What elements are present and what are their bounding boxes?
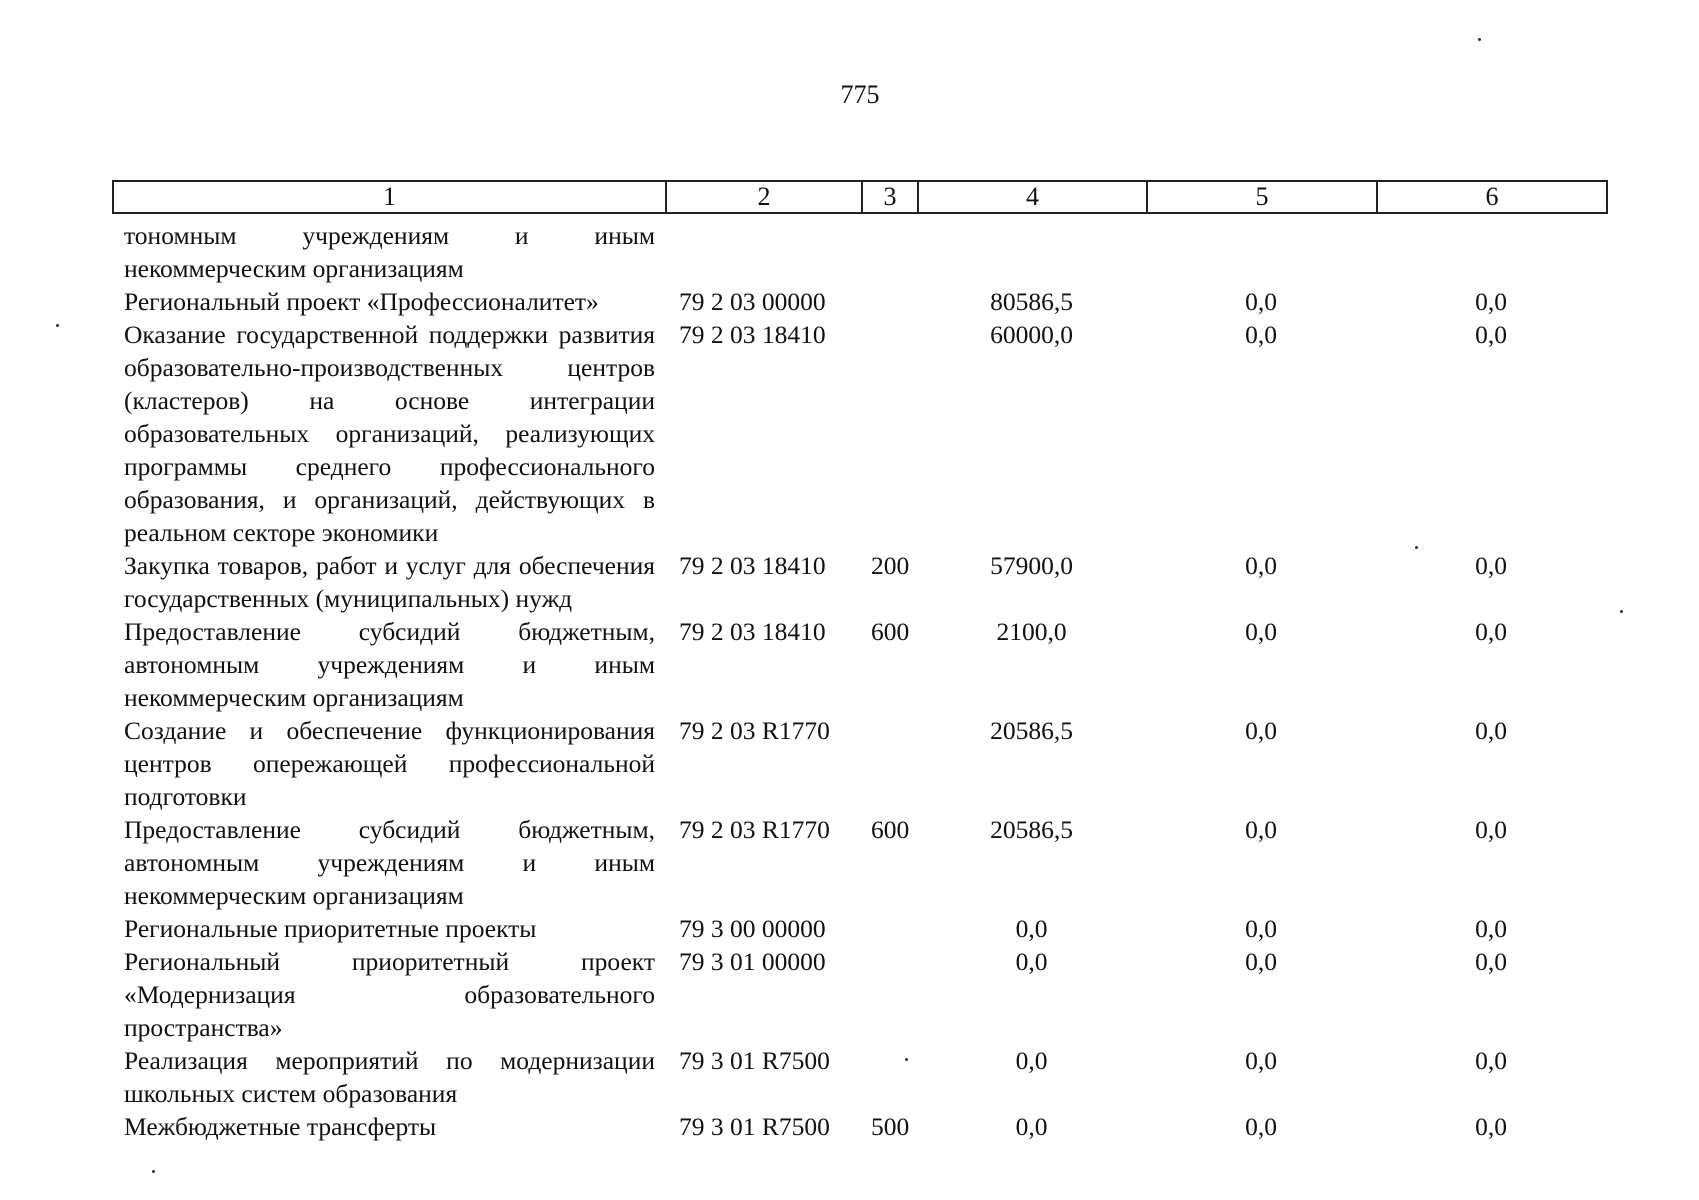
- cell-col4: 80586,5: [990, 287, 1073, 316]
- table-row: [112, 714, 1606, 813]
- cell-col4: [917, 219, 1146, 285]
- header-col-5: 5: [1147, 181, 1377, 213]
- cell-type: 200: [871, 551, 910, 580]
- cell-name: Региональный приоритетный проект «Модернизация образовательного пространства»: [124, 947, 655, 1042]
- cell-code: 79 3 01 R7500: [679, 1046, 830, 1075]
- cell-col5: 0,0: [1245, 320, 1277, 349]
- header-row: [113, 181, 1607, 213]
- cell-code: [665, 219, 861, 285]
- header-col-4: 4: [918, 181, 1147, 213]
- cell-col4: 60000,0: [990, 320, 1073, 349]
- cell-code: 79 2 03 R1770: [679, 815, 830, 844]
- cell-col5: [1146, 219, 1376, 285]
- scan-speck: [905, 1058, 908, 1061]
- table-row: [112, 318, 1606, 549]
- cell-name: Реализация мероприятий по модернизации школьных систем образования: [124, 1046, 655, 1108]
- cell-name: тономным учреждениям и иным некоммерческим организациям: [124, 221, 655, 283]
- scan-speck: [56, 324, 59, 327]
- table-row: [112, 549, 1606, 615]
- table-row: [112, 285, 1606, 318]
- cell-name: Оказание государственной поддержки развития образовательно-производственных центров (кластеров) на основе интеграции образовательных организаций, реализующих программы среднего профессионального образования, и организаций, действующих в реальном секторе экономики: [124, 320, 655, 547]
- cell-type: 500: [871, 1112, 910, 1141]
- cell-code: 79 3 01 00000: [679, 947, 826, 976]
- table-row: [112, 945, 1606, 1044]
- cell-name: Предоставление субсидий бюджетным, автономным учреждениям и иным некоммерческим организациям: [124, 617, 655, 712]
- cell-col5: 0,0: [1245, 914, 1277, 943]
- cell-col4: 2100,0: [996, 617, 1067, 646]
- cell-col6: 0,0: [1475, 1046, 1507, 1075]
- cell-code: 79 2 03 00000: [679, 287, 826, 316]
- cell-name: Создание и обеспечение функционирования центров опережающей профессиональной подготовки: [124, 716, 655, 811]
- table-row: [112, 912, 1606, 945]
- cell-type: [861, 714, 917, 813]
- cell-type: [861, 912, 917, 945]
- header-col-1: 1: [113, 181, 666, 213]
- cell-code: 79 2 03 18410: [679, 320, 826, 349]
- cell-col6: 0,0: [1475, 617, 1507, 646]
- cell-col5: 0,0: [1245, 551, 1277, 580]
- cell-col6: 0,0: [1475, 551, 1507, 580]
- cell-col5: 0,0: [1245, 716, 1277, 745]
- cell-col5: 0,0: [1245, 617, 1277, 646]
- cell-type: 600: [871, 815, 910, 844]
- table-row: [112, 219, 1606, 285]
- cell-col4: 20586,5: [990, 716, 1073, 745]
- cell-col6: 0,0: [1475, 947, 1507, 976]
- cell-code: 79 3 01 R7500: [679, 1112, 830, 1141]
- cell-code: 79 3 00 00000: [679, 914, 826, 943]
- cell-col6: 0,0: [1475, 320, 1507, 349]
- cell-name: Закупка товаров, работ и услуг для обеспечения государственных (муниципальных) нужд: [124, 551, 655, 613]
- cell-type: [861, 1044, 917, 1110]
- cell-code: 79 2 03 18410: [679, 617, 826, 646]
- page-number: 775: [840, 80, 880, 109]
- cell-type: 600: [871, 617, 910, 646]
- cell-col4: 0,0: [1015, 1112, 1048, 1141]
- table-body: [112, 219, 1606, 1143]
- table-header: [112, 180, 1608, 214]
- cell-col6: 0,0: [1475, 287, 1507, 316]
- scan-speck: [1478, 38, 1481, 41]
- cell-col4: 0,0: [1015, 1046, 1048, 1075]
- table-row: [112, 615, 1606, 714]
- table-row: [112, 1110, 1606, 1143]
- cell-type: [861, 219, 917, 285]
- cell-code: 79 2 03 18410: [679, 551, 826, 580]
- cell-col5: 0,0: [1245, 815, 1277, 844]
- scan-speck: [1620, 610, 1623, 613]
- cell-col4: 20586,5: [990, 815, 1073, 844]
- cell-name: Предоставление субсидий бюджетным, автономным учреждениям и иным некоммерческим организациям: [124, 815, 655, 910]
- cell-col6: 0,0: [1475, 1112, 1507, 1141]
- cell-col6: 0,0: [1475, 815, 1507, 844]
- cell-code: 79 2 03 R1770: [679, 716, 830, 745]
- cell-type: [861, 945, 917, 1044]
- cell-col4: 0,0: [1015, 914, 1048, 943]
- cell-col4: 0,0: [1015, 947, 1048, 976]
- header-col-6: 6: [1377, 181, 1607, 213]
- header-col-3: 3: [862, 181, 918, 213]
- cell-col5: 0,0: [1245, 287, 1277, 316]
- cell-col6: 0,0: [1475, 914, 1507, 943]
- cell-col5: 0,0: [1245, 947, 1277, 976]
- cell-type: [861, 318, 917, 549]
- budget-table: [112, 219, 1606, 1143]
- cell-col5: 0,0: [1245, 1112, 1277, 1141]
- header-col-2: 2: [666, 181, 862, 213]
- cell-name: Региональный проект «Профессионалитет»: [124, 287, 599, 316]
- cell-name: Региональные приоритетные проекты: [124, 914, 537, 943]
- cell-col6: 0,0: [1475, 716, 1507, 745]
- scan-speck: [152, 1170, 155, 1173]
- cell-name: Межбюджетные трансферты: [124, 1112, 437, 1141]
- cell-col5: 0,0: [1245, 1046, 1277, 1075]
- cell-col6: [1376, 219, 1606, 285]
- cell-col4: 57900,0: [990, 551, 1073, 580]
- cell-type: [861, 285, 917, 318]
- table-row: [112, 813, 1606, 912]
- table-row: [112, 1044, 1606, 1110]
- scan-speck: [1415, 546, 1418, 549]
